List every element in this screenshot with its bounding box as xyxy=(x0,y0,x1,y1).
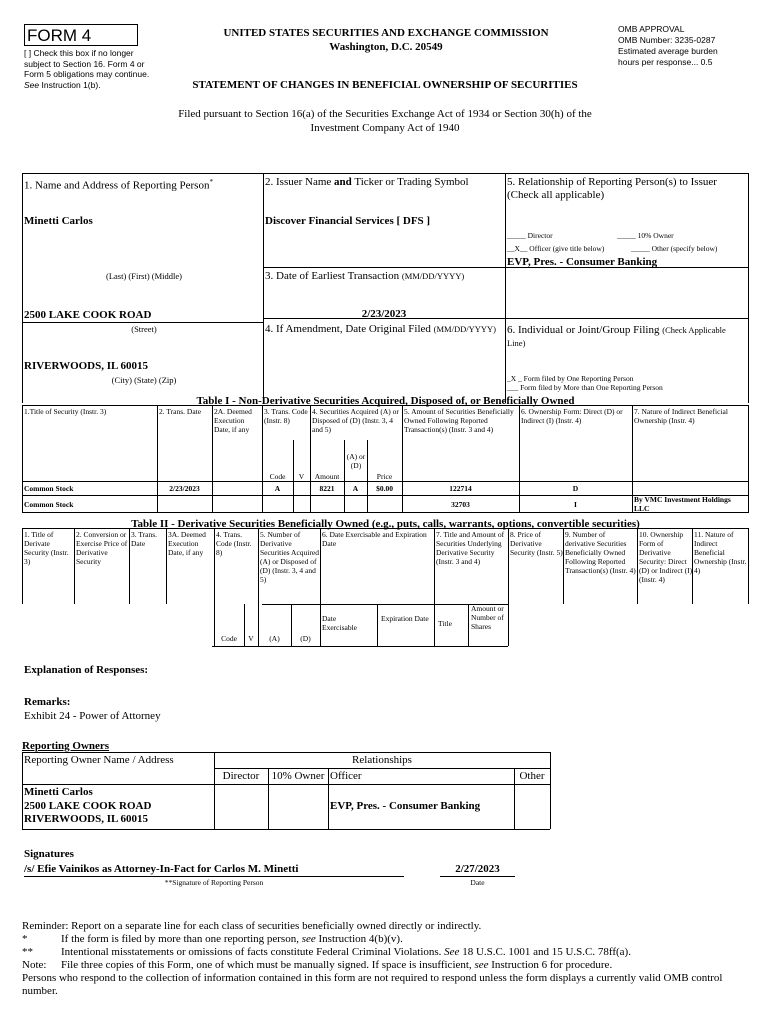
t1-r1-title: Common Stock xyxy=(24,484,74,493)
form-title-box xyxy=(24,24,138,46)
t2-sub-exp: Expiration Date xyxy=(381,614,429,623)
box6-label: 6. Individual or Joint/Group Filing (Check Applicable Line) xyxy=(507,324,726,348)
signature: /s/ Efie Vainikos as Attorney-In-Fact for Carlos M. Minetti xyxy=(24,863,299,875)
t1-h7: 7. Nature of Indirect Beneficial Ownership (Instr. 4) xyxy=(634,407,728,425)
t1-r2-owned: 32703 xyxy=(451,500,470,509)
omb-approval: OMB APPROVAL OMB Number: 3235-0287 Estimated average burden hours per response... 0.5 xyxy=(618,24,718,67)
street-sublabel: (Street) xyxy=(131,324,157,334)
t1-h4: 4. Securities Acquired (A) or Disposed of (D) (Instr. 3, 4 and 5) xyxy=(312,407,399,434)
owners-col-name: Reporting Owner Name / Address xyxy=(24,754,174,766)
earliest-transaction-date: 2/23/2023 xyxy=(361,308,407,320)
footer-star2-text: Intentional misstatements or omissions of facts constitute Federal Criminal Violations. See 18 U.S.C. 1001 and 15 U.S.C. 78ff(a). xyxy=(61,946,631,958)
footer-persons: Persons who respond to the collection of information contained in this form are not required to respond unless the form displays a currently valid OMB control number. xyxy=(22,972,723,997)
t1-r1-owned: 122714 xyxy=(449,484,472,493)
t1-h3: 3. Trans. Code (Instr. 8) xyxy=(264,407,308,425)
t1-sub-aord: (A) or (D) xyxy=(346,452,366,470)
owners-col-ten-pct: 10% Owner xyxy=(271,770,325,782)
filed-pursuant-line2: Investment Company Act of 1940 xyxy=(310,122,460,134)
owners-col-director: Director xyxy=(222,770,260,782)
t1-r1-code: A xyxy=(274,484,281,493)
explanation-label: Explanation of Responses: xyxy=(24,664,149,676)
box1-label: 1. Name and Address of Reporting Person* xyxy=(24,178,213,192)
owners-title: Reporting Owners xyxy=(22,740,110,752)
t2-h5: 5. Number of Derivative Securities Acquired (A) or Disposed of (D) (Instr. 3, 4 and 5) xyxy=(260,530,319,584)
reporting-person-city: RIVERWOODS, IL 60015 xyxy=(24,360,148,372)
t1-sub-price: Price xyxy=(376,472,393,481)
t1-h5: 5. Amount of Securities Beneficially Owned Following Reported Transaction(s) (Instr. 3 and 4) xyxy=(404,407,514,434)
t1-r1-aord: A xyxy=(352,484,359,493)
t2-h6: 6. Date Exercisable and Expiration Date xyxy=(322,530,427,548)
t2-sub-v: V xyxy=(248,634,254,643)
t2-h7: 7. Title and Amount of Securities Underlying Derivative Security (Instr. 3 and 4) xyxy=(436,530,505,566)
owner-name: Minetti Carlos 2500 LAKE COOK ROAD RIVERWOODS, IL 60015 xyxy=(24,786,152,825)
t2-h10: 10. Ownership Form of Derivative Security: Direct (D) or Indirect (I) (Instr. 4) xyxy=(639,530,693,584)
agency-name: UNITED STATES SECURITIES AND EXCHANGE COMMISSION xyxy=(223,27,549,39)
t1-r1-amount: 8221 xyxy=(319,484,335,493)
t2-h2: 2. Conversion or Exercise Price of Derivative Security xyxy=(76,530,128,566)
remarks-label: Remarks: xyxy=(24,696,71,708)
t2-h9: 9. Number of derivative Securities Beneficially Owned Following Reported Transaction(s) (Instr. 4) xyxy=(565,530,636,575)
signature-date-label: Date xyxy=(470,878,485,887)
footer-note-label: Note: xyxy=(22,959,47,971)
owners-col-relationships: Relationships xyxy=(352,754,412,766)
t1-r1-form: D xyxy=(572,484,579,493)
checkbox-other[interactable]: _____ Other (specify below) xyxy=(631,244,718,253)
owner-officer-title: EVP, Pres. - Consumer Banking xyxy=(330,800,481,812)
checkbox-director[interactable]: _____ Director xyxy=(507,231,553,240)
table1-title: Table I - Non-Derivative Securities Acquired, Disposed of, or Beneficially Owned xyxy=(196,395,575,407)
officer-title: EVP, Pres. - Consumer Banking xyxy=(507,256,658,268)
signature-date: 2/27/2023 xyxy=(455,863,500,875)
t1-h6: 6. Ownership Form: Direct (D) or Indirect (I) (Instr. 4) xyxy=(521,407,623,425)
owners-col-other: Other xyxy=(519,770,545,782)
filing-option-one[interactable]: _X _ Form filed by One Reporting Person xyxy=(507,374,634,383)
t2-sub-title: Title xyxy=(438,619,452,628)
t1-h1: 1.Title of Security (Instr. 3) xyxy=(24,407,107,416)
box2-label: 2. Issuer Name and Ticker or Trading Symbol xyxy=(265,176,469,188)
t1-h2: 2. Trans. Date xyxy=(159,407,202,416)
t1-h2a: 2A. Deemed Execution Date, if any xyxy=(214,407,252,434)
box3-label: 3. Date of Earliest Transaction (MM/DD/YYYY) xyxy=(265,270,465,282)
t2-h3: 3. Trans. Date xyxy=(131,530,158,548)
t2-sub-d: (D) xyxy=(300,634,311,643)
t2-sub-date-ex: Date Exercisable xyxy=(322,614,357,632)
t1-r2-nature: By VMC Investment Holdings LLC xyxy=(634,495,731,513)
name-sublabel: (Last) (First) (Middle) xyxy=(105,271,182,281)
box4-label: 4. If Amendment, Date Original Filed (MM/DD/YYYY) xyxy=(265,323,496,335)
filing-option-multiple[interactable]: ___ Form filed by More than One Reporting Person xyxy=(507,383,663,392)
t1-r2-form: I xyxy=(574,500,577,509)
t2-sub-a: (A) xyxy=(269,634,280,643)
t2-h4: 4. Trans. Code (Instr. 8) xyxy=(216,530,252,557)
form-title: FORM 4 xyxy=(27,26,92,45)
city-sublabel: (City) (State) (Zip) xyxy=(111,375,177,385)
signatures-title: Signatures xyxy=(24,848,74,860)
box5-label: 5. Relationship of Reporting Person(s) to Issuer (Check all applicable) xyxy=(507,176,717,201)
issuer-name: Discover Financial Services [ DFS ] xyxy=(265,215,431,227)
reporting-person-name: Minetti Carlos xyxy=(24,215,93,227)
t1-sub-amount: Amount xyxy=(314,472,340,481)
t2-h1: 1. Title of Derivate Security (Instr. 3) xyxy=(24,530,69,566)
t1-sub-v: V xyxy=(298,472,305,481)
footer-reminder: Reminder: Report on a separate line for each class of securities beneficially owned directly or indirectly. xyxy=(22,920,482,932)
t2-h3a: 3A. Deemed Execution Date, if any xyxy=(168,530,206,557)
filed-pursuant-line1: Filed pursuant to Section 16(a) of the Securities Exchange Act of 1934 or Section 30(h) of the xyxy=(178,108,592,120)
table2-title: Table II - Derivative Securities Beneficially Owned (e.g., puts, calls, warrants, options, convertible securities) xyxy=(131,518,640,530)
footer-note-text: File three copies of this Form, one of which must be manually signed. If space is insufficient, see Instruction 6 for procedure. xyxy=(61,959,613,971)
t1-r1-date: 2/23/2023 xyxy=(169,484,200,493)
t2-h8: 8. Price of Derivative Security (Instr. 5) xyxy=(510,530,563,557)
owners-col-officer: Officer xyxy=(330,770,362,782)
agency-address: Washington, D.C. 20549 xyxy=(329,41,443,53)
reporting-person-street: 2500 LAKE COOK ROAD xyxy=(24,309,152,321)
t1-sub-code: Code xyxy=(269,472,286,481)
statement-title: STATEMENT OF CHANGES IN BENEFICIAL OWNERSHIP OF SECURITIES xyxy=(192,79,578,91)
footer-star1-text: If the form is filed by more than one reporting person, see Instruction 4(b)(v). xyxy=(61,933,403,945)
t2-sub-amount: Amount or Number of Shares xyxy=(471,604,504,631)
t2-h11: 11. Nature of Indirect Beneficial Ownership (Instr. 4) xyxy=(694,530,747,575)
checkbox-ten-pct-owner[interactable]: _____ 10% Owner xyxy=(617,231,674,240)
check-box-notice[interactable]: [ ] Check this box if no longer subject to Section 16. Form 4 or Form 5 obligations may continue. See Instruction 1(b). xyxy=(24,48,150,90)
checkbox-officer[interactable]: __X__ Officer (give title below) xyxy=(507,244,605,253)
t2-sub-code: Code xyxy=(221,634,237,643)
footer-star2-mark: ** xyxy=(22,946,33,958)
t1-r1-price: $0.00 xyxy=(376,484,393,493)
remarks-text: Exhibit 24 - Power of Attorney xyxy=(24,710,161,722)
signature-label: **Signature of Reporting Person xyxy=(164,878,264,887)
t1-r2-title: Common Stock xyxy=(24,500,74,509)
footer-star1-mark: * xyxy=(22,933,28,945)
